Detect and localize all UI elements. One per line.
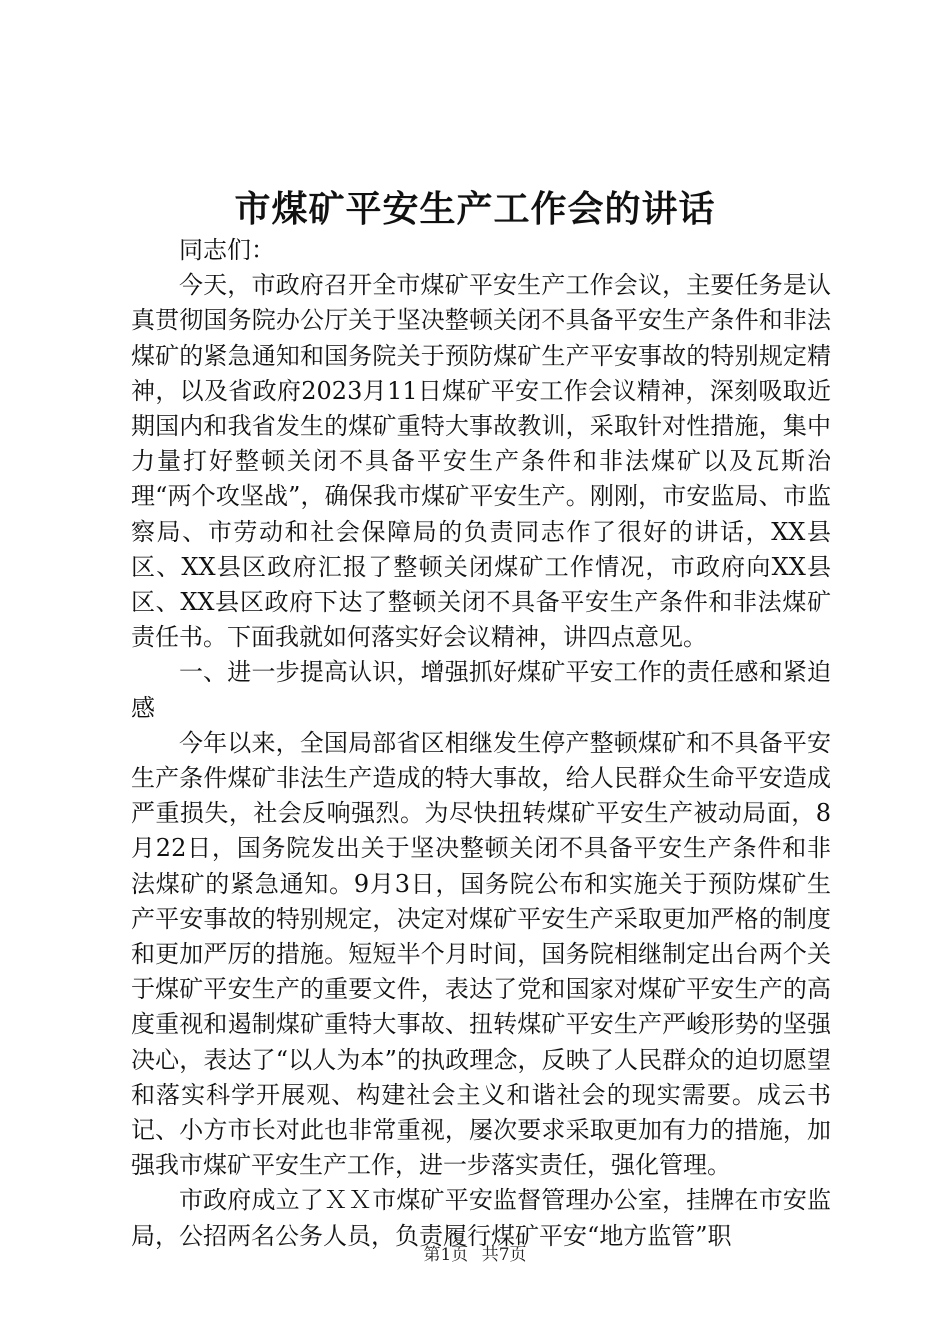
page-number-current: 第1页 [423, 1245, 469, 1265]
document-title: 市煤矿平安生产工作会的讲话 [234, 188, 716, 230]
salutation-paragraph: 同志们： [179, 236, 275, 264]
body-paragraph: 市政府成立了ＸＸ市煤矿平安监督管理办公室，挂牌在市安监局，公招两名公务人员，负责履行煤矿平安“地方监管”职 [131, 1186, 831, 1250]
document-body [131, 233, 831, 1254]
body-paragraph: 今年以来，全国局部省区相继发生停产整顿煤矿和不具备平安生产条件煤矿非法生产造成的特大事故，给人民群众生命平安造成严重损失，社会反响强烈。为尽快扭转煤矿平安生产被动局面，8月22日，国务院发出关于坚决整顿关闭不具备平安生产条件和非法煤矿的紧急通知。9月3日，国务院公布和实施关于预防煤矿生产平安事故的特别规定，决定对煤矿平安生产采取更加严格的制度和更加严厉的措施。短短半个月时间，国务院相继制定出台两个关于煤矿平安生产的重要文件，表达了党和国家对煤矿平安生产的高度重视和遏制煤矿重特大事故、扭转煤矿平安生产严峻形势的坚强决心，表达了“以人为本”的执政理念，反映了人民群众的迫切愿望和落实科学开展观、构建社会主义和谐社会的现实需要。成云书记、小方市长对此也非常重视，屡次要求采取更加有力的措施，加强我市煤矿平安生产工作，进一步落实责任，强化管理。 [131, 728, 831, 1180]
page-number-total: 共7页 [481, 1245, 527, 1265]
section-heading: 一、进一步提高认识，增强抓好煤矿平安工作的责任感和紧迫感 [131, 658, 831, 722]
page-footer [0, 1243, 950, 1267]
body-paragraph: 今天，市政府召开全市煤矿平安生产工作会议，主要任务是认真贯彻国务院办公厅关于坚决整顿关闭不具备平安生产条件和非法煤矿的紧急通知和国务院关于预防煤矿生产平安事故的特别规定精神，以及省政府2023月11日煤矿平安工作会议精神，深刻吸取近期国内和我省发生的煤矿重特大事故教训，采取针对性措施，集中力量打好整顿关闭不具备平安生产条件和非法煤矿以及瓦斯治理“两个攻坚战”，确保我市煤矿平安生产。刚刚，市安监局、市监察局、市劳动和社会保障局的负责同志作了很好的讲话，XX县区、XX县区政府汇报了整顿关闭煤矿工作情况，市政府向XX县区、XX县区政府下达了整顿关闭不具备平安生产条件和非法煤矿责任书。下面我就如何落实好会议精神，讲四点意见。 [131, 271, 831, 652]
